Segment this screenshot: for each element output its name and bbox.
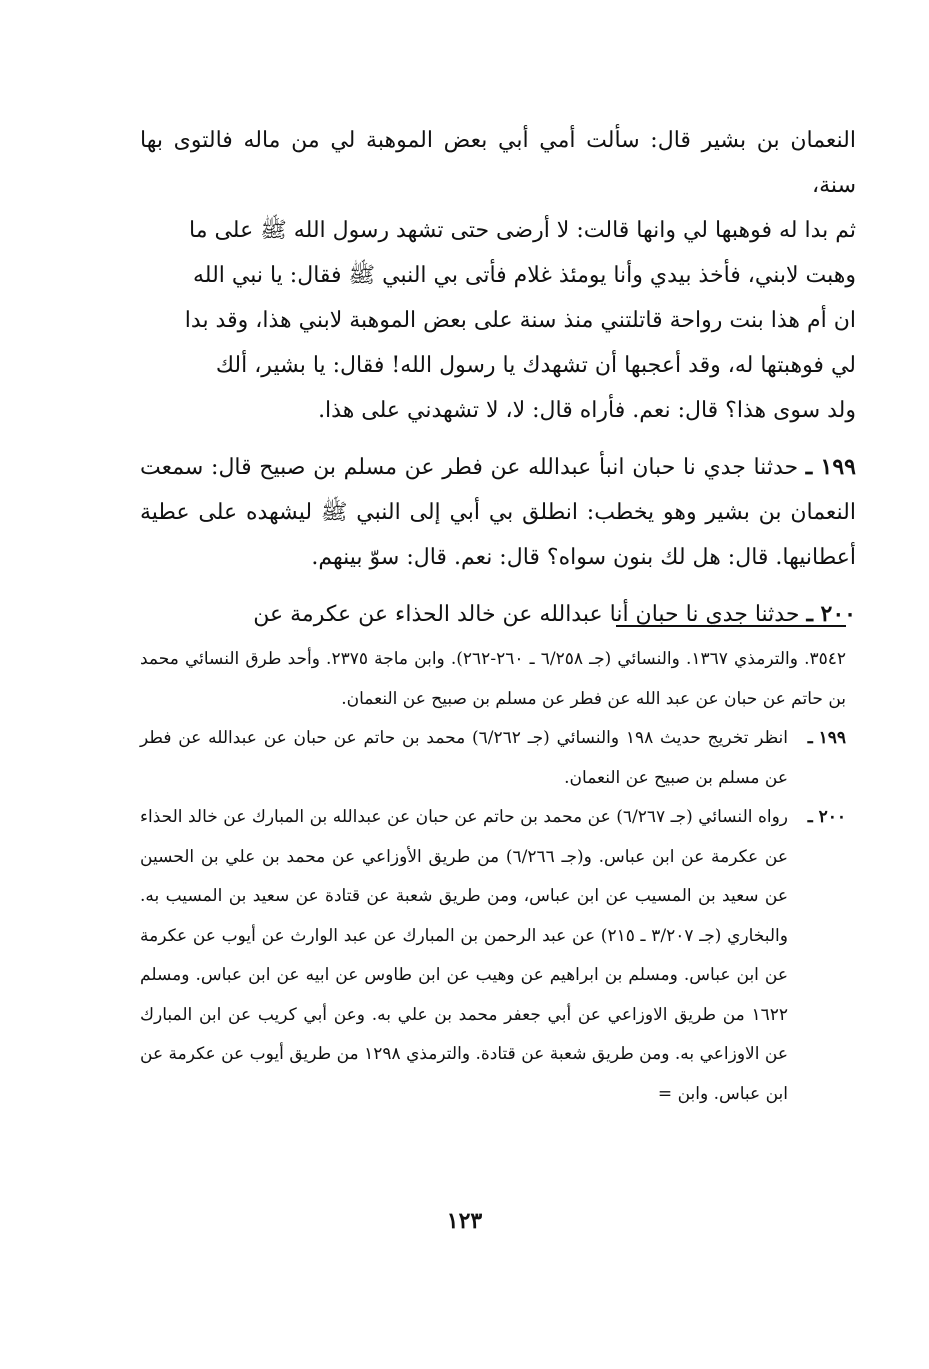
intro-line: ثم بدا له فوهبها لي وانها قالت: لا أرضى حتى تشهد رسول الله ﷺ على ما (188, 218, 856, 243)
intro-line: لي فوهبتها له، وقد أعجبها أن تشهدك يا رسول الله! فقال: يا بشير، ألك (215, 353, 856, 378)
footnote-number: ١٩٩ ـ (807, 728, 846, 748)
intro-line: ان أم هذا بنت رواحة قاتلتني منذ سنة على بعض الموهبة لابني هذا، وقد بدا (184, 308, 856, 333)
footnote-continuation: ٣٥٤٢. والترمذي ١٣٦٧. والنسائي (جـ ٦/٢٥٨ ـ ٢٦٠-٢٦٢). وابن ماجة ٢٣٧٥. وأحد طرق النسائي محمد بن حاتم عن حبان عن عبد الله عن فطر عن مسلم بن صبيح عن النعمان. (140, 649, 847, 709)
intro-line: النعمان بن بشير قال: سألت أمي أبي بعض الموهبة لي من ماله فالتوى بها سنة، (140, 128, 856, 198)
footnote-199 (140, 719, 846, 798)
footnote-text: انظر تخريج حديث ١٩٨ والنسائي (جـ ٦/٢٦٢) محمد بن حاتم عن حبان عن عبدالله عن فطر عن مسلم بن صبيح عن النعمان. (140, 728, 788, 788)
footnote-separator (616, 625, 846, 627)
hadith-199 (140, 445, 856, 580)
intro-line: ولد سوى هذا؟ قال: نعم. فأراه قال: لا، لا تشهدني على هذا. (318, 398, 856, 423)
hadith-number: ١٩٩ ـ (805, 454, 856, 480)
footnotes (140, 640, 846, 1114)
footnote-text: رواه النسائي (جـ ٦/٢٦٧) عن محمد بن حاتم عن حبان عن عبدالله بن المبارك عن خالد الحذاء عن عكرمة عن ابن عباس. و(جـ ٦/٢٦٦) من طريق الأوزاعي عن محمد بن علي بن الحسين عن سعيد بن المسيب عن ابن عباس، ومن طريق شعبة عن قتادة عن سعيد بن المسيب به. والبخاري (جـ ٣/٢٠٧ ـ ٢١٥) عن عبد الرحمن بن المبارك عن عبد الوارث عن أيوب عن عكرمة عن ابن عباس. ومسلم بن ابراهيم عن وهيب عن ابن طاوس عن ابيه عن ابن عباس. ومسلم ١٦٢٢ من طريق الاوزاعي عن أبي جعفر محمد بن علي به. وعن أبي كريب عن ابن المبارك عن الاوزاعي به. ومن طريق شعبة عن قتادة. والترمذي ١٢٩٨ من طريق أيوب عن عكرمة عن ابن عباس. وابن = (140, 807, 788, 1104)
main-text (140, 118, 856, 637)
footnote-number: ٢٠٠ ـ (807, 807, 846, 827)
hadith-number: ٢٠٠ ـ (806, 601, 856, 627)
page-number: ١٢٣ (446, 1208, 483, 1234)
hadith-text: حدثنا جدي نا حبان انبأ عبدالله عن فطر عن مسلم بن صبيح قال: سمعت النعمان بن بشير وهو يخطب: انطلق بي أبي إلى النبي ﷺ ليشهده على عطية أعطانيها. قال: هل لك بنون سواه؟ قال: نعم. قال: سوّ بينهم. (140, 455, 856, 570)
hadith-200 (140, 592, 856, 637)
intro-line: وهبت لابني، فأخذ بيدي وأنا يومئذ غلام فأتى بي النبي ﷺ فقال: يا نبي الله (193, 263, 856, 288)
footnote-200 (140, 798, 846, 1114)
hadith-text: حدثنا جدي نا حبان أنا عبدالله عن خالد الحذاء عن عكرمة عن (253, 602, 800, 627)
